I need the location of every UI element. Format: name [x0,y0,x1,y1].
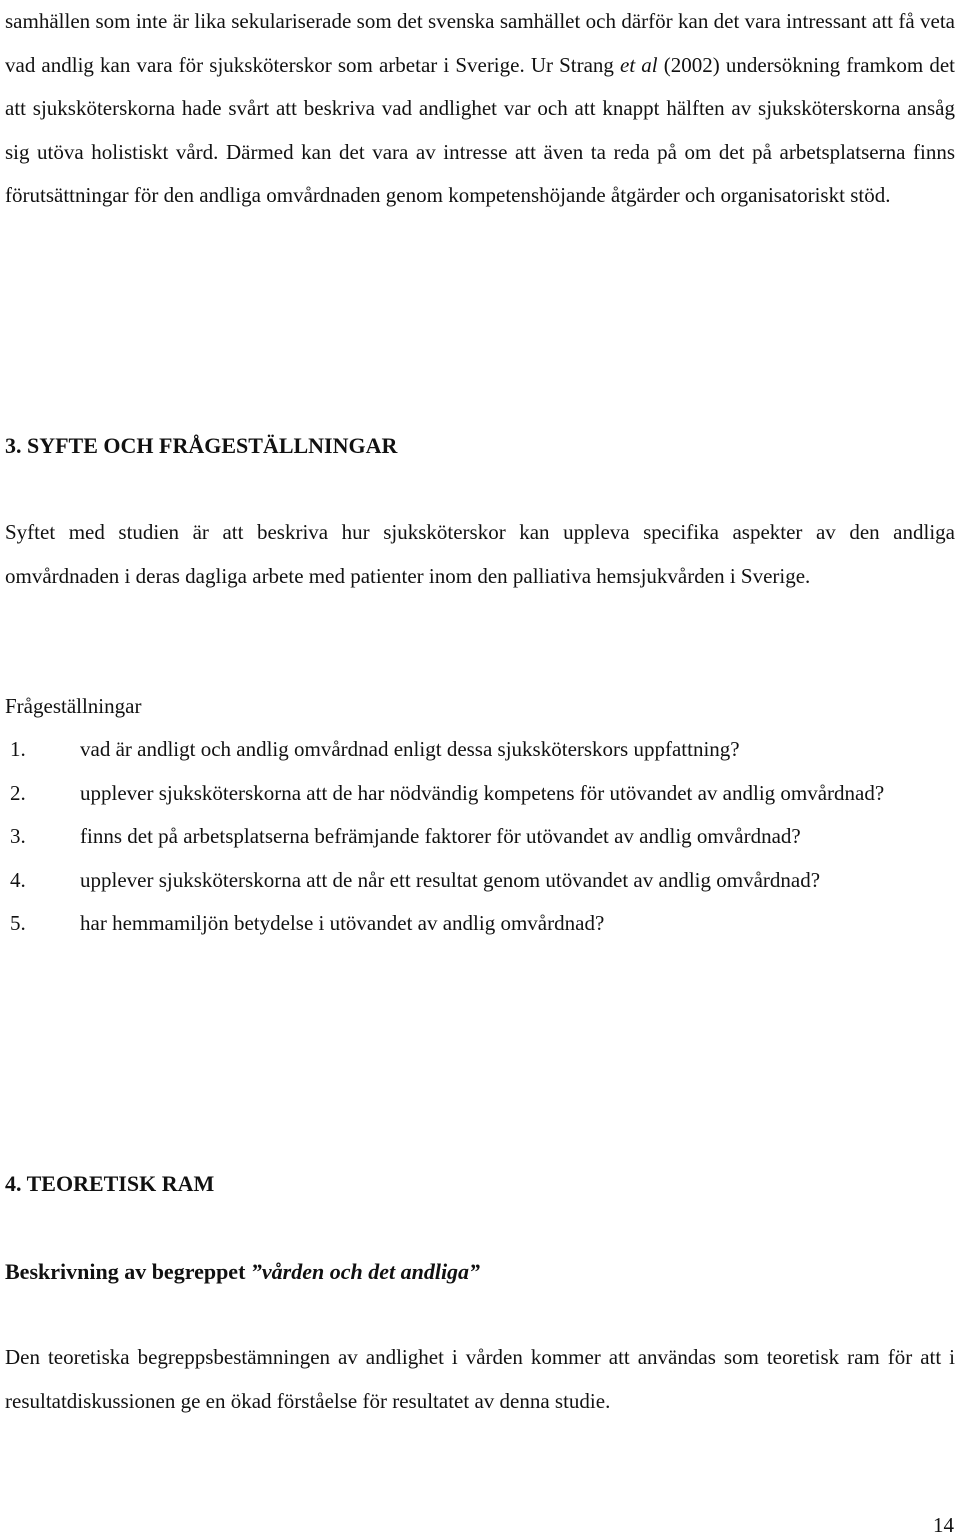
intro-text-part2: (2002) undersökning framkom det att sjuksköterskorna hade svårt att beskriva vad andlighet var och att knappt hälften av sjuksköterskorna ansåg sig utöva holistiskt vård. Därmed kan det vara av intresse att även ta reda på om det på arbetsplatserna finns förutsättningar för den andliga omvårdnaden genom kompetenshöjande åtgärder och organisatoriskt stöd. [5,52,955,208]
question-text: upplever sjuksköterskorna att de når ett resultat genom utövandet av andlig omvårdnad? [80,867,821,892]
intro-text-part1: samhällen som inte är lika sekulariserade som det svenska samhället och därför kan det vara intressant att få veta vad andlig kan vara för sjuksköterskor som arbetar i Sverige. Ur Strang [5,9,955,77]
question-number: 4. [10,867,26,892]
question-item [5,859,955,903]
question-item [5,728,955,772]
question-number: 3. [10,824,26,848]
question-text: upplever sjuksköterskorna att de har nödvändig kompetens för utövandet av andlig omvårdnad? [80,780,885,805]
questions-list [5,728,955,946]
question-number: 1. [10,737,26,761]
question-item [5,772,955,816]
concept-subheading-quote: ”vården och det andliga” [250,1259,481,1284]
questions-label: Frågeställningar [5,694,142,718]
question-text: har hemmamiljön betydelse i utövandet av andlig omvårdnad? [80,911,605,935]
section-4-heading: 4. TEORETISK RAM [5,1171,215,1196]
question-number: 2. [10,780,26,805]
question-item [5,815,955,859]
concept-subheading-prefix: Beskrivning av begreppet [5,1259,251,1284]
question-number: 5. [10,911,26,935]
section-3-heading: 3. SYFTE OCH FRÅGESTÄLLNINGAR [5,433,398,458]
intro-et-al: et al [620,52,658,77]
theory-paragraph: Den teoretiska begreppsbestämningen av andlighet i vården kommer att användas som teoretisk ram för att i resultatdiskussionen ge en ökad förståelse för resultatet av denna studie. [5,1345,955,1413]
question-text: vad är andligt och andlig omvårdnad enligt dessa sjuksköterskors uppfattning? [80,737,740,761]
question-item [5,902,955,946]
aim-paragraph: Syftet med studien är att beskriva hur sjuksköterskor kan uppleva specifika aspekter av den andliga omvårdnaden i deras dagliga arbete med patienter inom den palliativa hemsjukvården i Sverige. [5,520,955,588]
concept-subheading [5,1257,480,1287]
question-text: finns det på arbetsplatserna befrämjande faktorer för utövandet av andlig omvårdnad? [80,824,801,848]
intro-paragraph [5,0,955,218]
page-number: 14 [933,1513,954,1537]
